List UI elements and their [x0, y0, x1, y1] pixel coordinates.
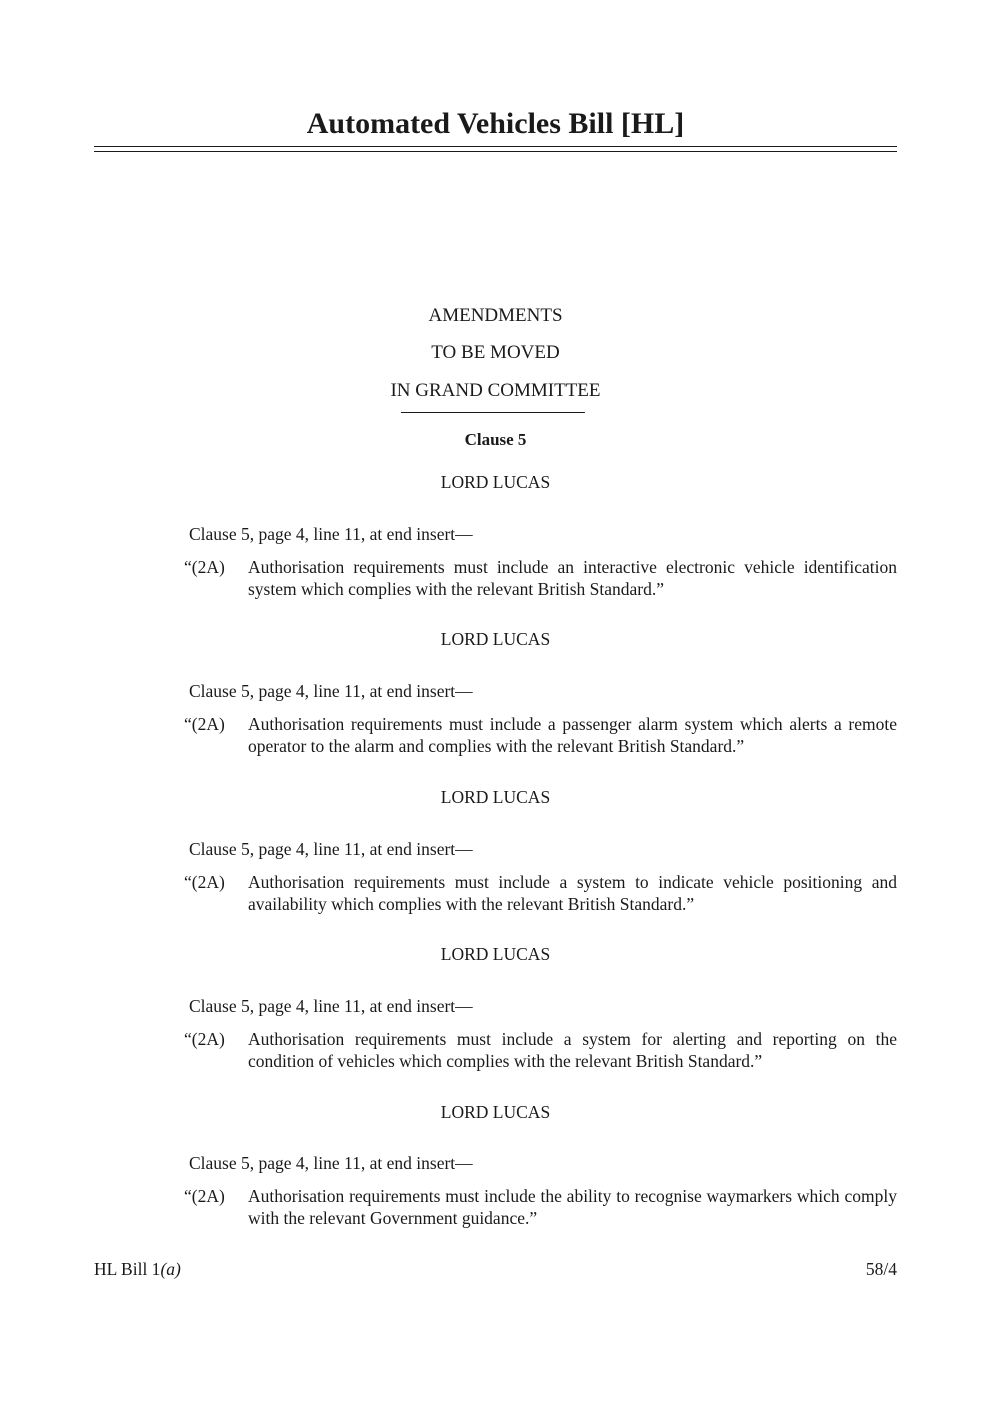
amendment-1-paragraph	[184, 556, 897, 600]
amendment-1-intro: Clause 5, page 4, line 11, at end insert—	[189, 524, 473, 544]
amendment-2-paragraph	[184, 713, 897, 757]
amendment-2-intro: Clause 5, page 4, line 11, at end insert—	[189, 681, 473, 701]
heading-to-be-moved: TO BE MOVED	[431, 342, 560, 363]
document-title: Automated Vehicles Bill [HL]	[306, 107, 685, 140]
amendment-5-intro: Clause 5, page 4, line 11, at end insert—	[189, 1153, 473, 1173]
amendment-1-para-num: “(2A)	[184, 557, 225, 577]
amendment-3-para-num: “(2A)	[184, 872, 225, 892]
footer-bill-suffix: (a)	[160, 1259, 181, 1279]
amendment-2-para-num: “(2A)	[184, 714, 225, 734]
clause-heading: Clause 5	[464, 430, 527, 449]
amendment-3-intro: Clause 5, page 4, line 11, at end insert—	[189, 839, 473, 859]
amendment-3-paragraph	[184, 871, 897, 915]
heading-amendments: AMENDMENTS	[428, 305, 563, 326]
amendment-5-para-num: “(2A)	[184, 1186, 225, 1206]
amendment-2-proposer: LORD LUCAS	[440, 629, 551, 649]
footer-bill-reference	[94, 1258, 181, 1280]
footer-page-reference: 58/4	[865, 1259, 897, 1279]
amendment-4-paragraph	[184, 1028, 897, 1072]
footer-bill-prefix: HL Bill 1	[94, 1259, 161, 1279]
amendment-1-para-text: Authorisation requirements must include an interactive electronic vehicle identification system which complies with the relevant British Standard.”	[248, 557, 897, 599]
amendment-5-para-text: Authorisation requirements must include the ability to recognise waymarkers which comply with the relevant Government guidance.”	[248, 1186, 897, 1228]
amendment-4-intro: Clause 5, page 4, line 11, at end insert—	[189, 996, 473, 1016]
amendment-5-paragraph	[184, 1185, 897, 1229]
amendment-3-proposer: LORD LUCAS	[440, 787, 551, 807]
amendment-4-para-text: Authorisation requirements must include a system for alerting and reporting on the condition of vehicles which complies with the relevant British Standard.”	[248, 1029, 897, 1071]
amendment-3-para-text: Authorisation requirements must include a system to indicate vehicle positioning and availability which complies with the relevant British Standard.”	[248, 872, 897, 914]
title-rule-top	[94, 146, 897, 147]
heading-rule	[401, 412, 585, 413]
amendment-4-proposer: LORD LUCAS	[440, 944, 551, 964]
amendment-1-proposer: LORD LUCAS	[440, 472, 551, 492]
amendment-4-para-num: “(2A)	[184, 1029, 225, 1049]
amendment-5-proposer: LORD LUCAS	[440, 1102, 551, 1122]
amendment-2-para-text: Authorisation requirements must include a passenger alarm system which alerts a remote operator to the alarm and complies with the relevant British Standard.”	[248, 714, 897, 756]
heading-grand-committee: IN GRAND COMMITTEE	[390, 380, 601, 401]
title-rule-bottom	[94, 151, 897, 152]
